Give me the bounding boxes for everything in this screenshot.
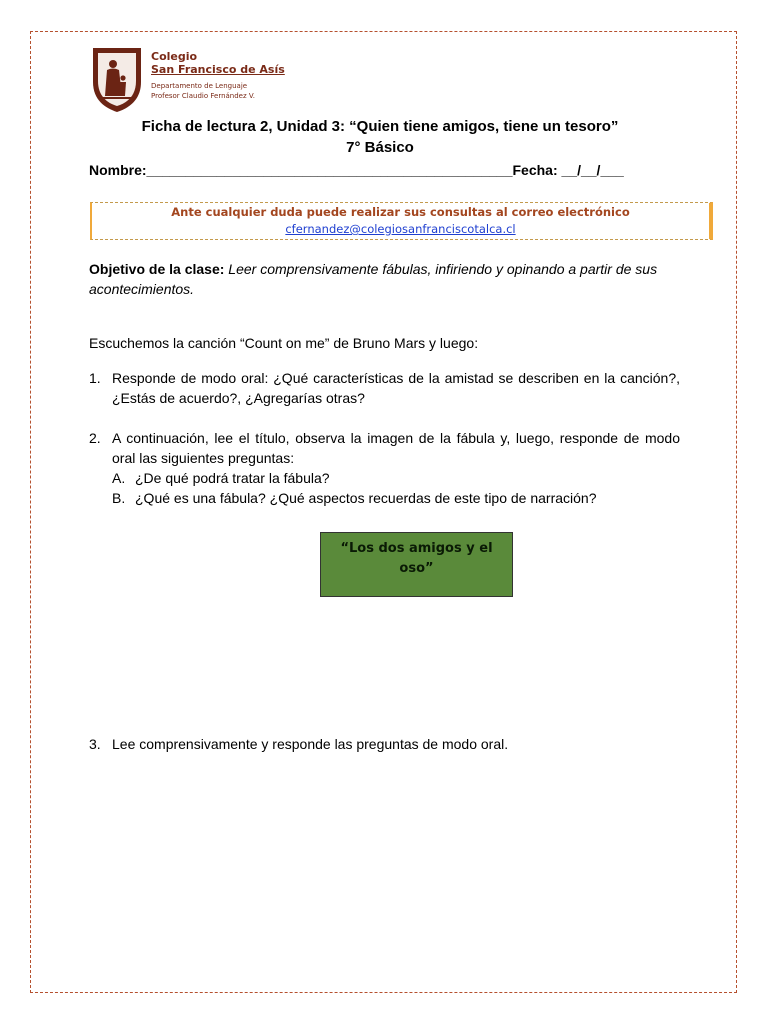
question-number: 2.: [89, 430, 101, 446]
question-number: 1.: [89, 370, 101, 386]
contact-notice-box: [90, 202, 713, 240]
fable-title-box: “Los dos amigos y el oso”: [320, 532, 513, 597]
subquestion-text: ¿De qué podrá tratar la fábula?: [135, 470, 330, 486]
school-crest-logo: [89, 44, 145, 114]
subquestion-text: ¿Qué es una fábula? ¿Qué aspectos recuerdas de este tipo de narración?: [135, 490, 597, 506]
question-text: A continuación, lee el título, observa la imagen de la fábula y, luego, responde de modo oral las siguientes preguntas:: [112, 430, 680, 466]
teacher-email-link[interactable]: cfernandez@colegiosanfranciscotalca.cl: [285, 222, 516, 236]
teacher-name: Profesor Claudio Fernández V.: [151, 92, 255, 100]
class-objective: [89, 259, 684, 299]
question-text: Responde de modo oral: ¿Qué características de la amistad se describen en la canción?, ¿Estás de acuerdo?, ¿Agregarías otras?: [112, 370, 680, 406]
worksheet-title: Ficha de lectura 2, Unidad 3: “Quien tiene amigos, tiene un tesoro”: [141, 118, 619, 135]
school-name-line2: San Francisco de Asís: [151, 63, 285, 76]
grade-level: 7° Básico: [346, 139, 414, 156]
intro-text: Escuchemos la canción “Count on me” de Bruno Mars y luego:: [89, 335, 479, 351]
school-name-line1: Colegio: [151, 50, 198, 63]
subquestion-letter: B.: [112, 490, 126, 506]
name-date-line: Nombre:_______________________________________________Fecha: __/__/___: [89, 162, 624, 178]
question-number: 3.: [89, 736, 101, 752]
subquestion-a: [112, 468, 330, 488]
objective-label: Objetivo de la clase:: [89, 261, 225, 277]
question-text: Lee comprensivamente y responde las preguntas de modo oral.: [112, 736, 509, 752]
objective-text: Leer comprensivamente fábulas, infiriendo y opinando a partir de sus acontecimientos.: [89, 261, 658, 297]
school-header: [151, 50, 285, 101]
subquestion-b: [112, 488, 597, 508]
notice-text: Ante cualquier duda puede realizar sus consultas al correo electrónico: [171, 205, 630, 219]
department-name: Departamento de Lenguaje: [151, 82, 248, 90]
subquestion-letter: A.: [112, 470, 126, 486]
